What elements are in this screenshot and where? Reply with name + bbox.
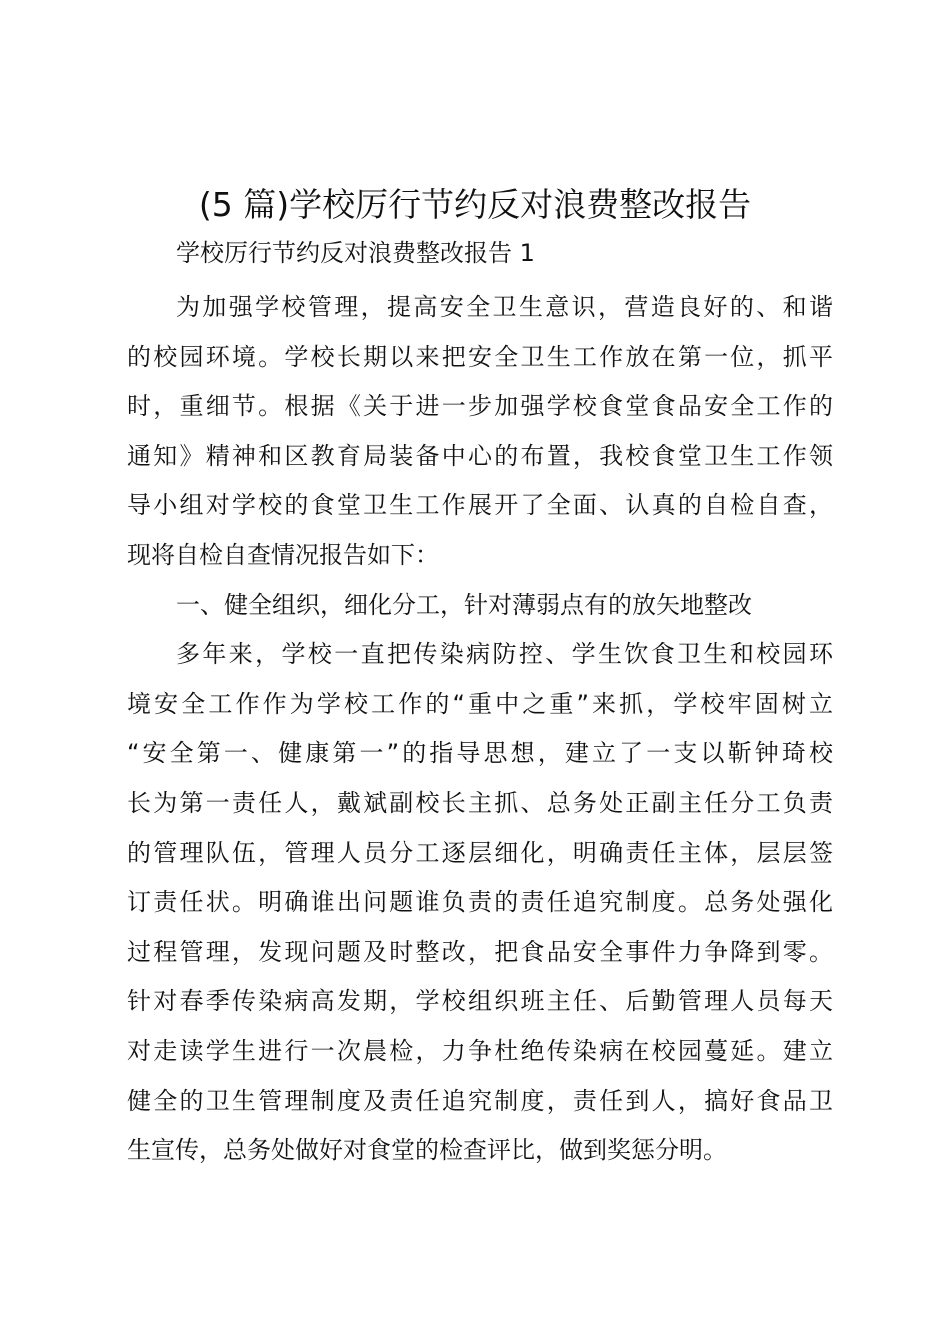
document-body <box>127 283 833 1176</box>
document-title: (5 篇)学校厉行节约反对浪费整改报告 <box>198 185 752 224</box>
text-line: 导小组对学校的食堂卫生工作展开了全面、认真的自检自查， <box>127 491 833 520</box>
text-line: 多年来，学校一直把传染病防控、学生饮食卫生和校园环 <box>176 640 833 669</box>
text-line: 生宣传，总务处做好对食堂的检查评比，做到奖惩分明。 <box>127 1136 727 1165</box>
paragraph-section-1 <box>127 630 833 1176</box>
text-line: 对走读学生进行一次晨检，力争杜绝传染病在校园蔓延。建立 <box>127 1036 833 1065</box>
section-heading-1 <box>127 581 833 631</box>
text-line: 境安全工作作为学校工作的“重中之重”来抓，学校牢固树立 <box>127 689 833 718</box>
text-line: 健全的卫生管理制度及责任追究制度，责任到人，搞好食品卫 <box>127 1086 833 1115</box>
text-line: 一、健全组织，细化分工，针对薄弱点有的放矢地整改 <box>176 590 752 619</box>
text-line: 的校园环境。学校长期以来把安全卫生工作放在第一位，抓平 <box>127 342 833 371</box>
text-line: 针对春季传染病高发期，学校组织班主任、后勤管理人员每天 <box>127 987 833 1016</box>
text-line: 现将自检自查情况报告如下： <box>127 540 439 569</box>
paragraph-intro <box>127 283 833 581</box>
text-line: 过程管理，发现问题及时整改，把食品安全事件力争降到零。 <box>127 937 833 966</box>
text-line: 为加强学校管理，提高安全卫生意识，营造良好的、和谐 <box>176 293 833 321</box>
text-line: 通知》精神和区教育局装备中心的布置，我校食堂卫生工作领 <box>127 441 833 470</box>
text-line: 订责任状。明确谁出问题谁负责的责任追究制度。总务处强化 <box>127 888 833 917</box>
text-line: “安全第一、健康第一”的指导思想，建立了一支以靳钟琦校 <box>127 739 833 768</box>
text-line: 的管理队伍，管理人员分工逐层细化，明确责任主体，层层签 <box>127 838 833 867</box>
text-line: 时，重细节。根据《关于进一步加强学校食堂食品安全工作的 <box>127 392 833 421</box>
document-subtitle: 学校厉行节约反对浪费整改报告 1 <box>176 239 535 267</box>
text-line: 长为第一责任人，戴斌副校长主抓、总务处正副主任分工负责 <box>127 788 833 817</box>
